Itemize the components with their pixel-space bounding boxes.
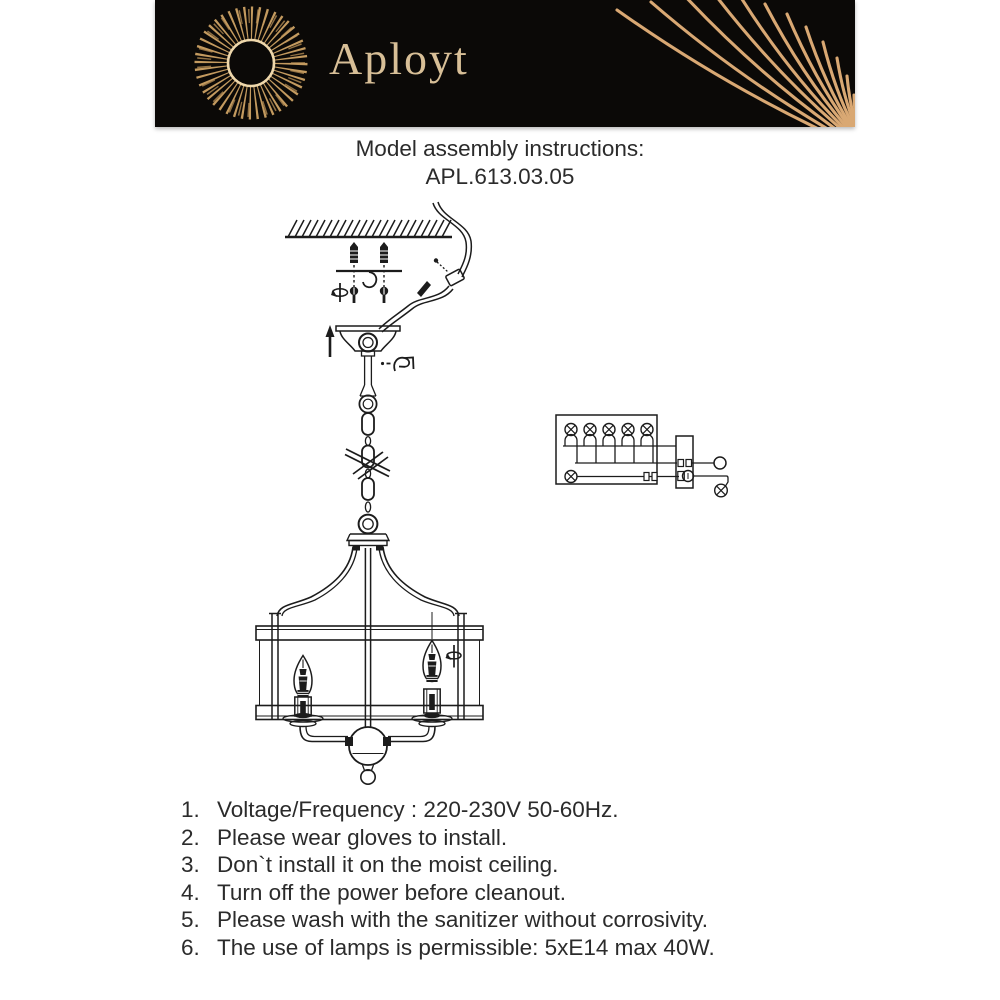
chain — [345, 413, 390, 512]
model-number: APL.613.03.05 — [425, 164, 575, 189]
instruction-number: 1. — [181, 797, 200, 822]
instruction-text: Turn off the power before cleanout. — [217, 879, 566, 905]
lamp-symbols — [565, 424, 653, 436]
ceiling-hook-icon — [381, 358, 414, 372]
wire-connection — [379, 202, 471, 332]
instruction-number: 5. — [181, 907, 200, 933]
page-title: Model assembly instructions: — [355, 136, 645, 161]
instruction-number: 6. — [181, 934, 200, 960]
instruction-item — [181, 879, 715, 907]
up-arrow-icon — [326, 325, 335, 357]
instruction-number: 4. — [181, 879, 200, 905]
center-sphere — [349, 727, 387, 765]
candle-bulb-left — [283, 656, 323, 727]
screwdriver-tip-icon — [417, 281, 431, 297]
instruction-text: Please wash with the sanitizer without corrosivity. — [217, 907, 709, 933]
instructions-list — [181, 796, 715, 962]
instruction-text: Voltage/Frequency : 220-230V 50-60Hz. — [217, 797, 619, 822]
pliers-icon — [345, 449, 390, 479]
switch-circle — [714, 457, 726, 469]
bottom-body — [300, 726, 435, 784]
central-rod — [365, 548, 370, 728]
instruction-text: Please wear gloves to install. — [217, 824, 508, 850]
instruction-number: 2. — [181, 824, 200, 850]
wall-anchor-icon — [380, 242, 388, 263]
wire-connector-icon — [445, 269, 464, 286]
instruction-item — [181, 851, 715, 879]
instruction-text: Don`t install it on the moist ceiling. — [217, 852, 559, 878]
instruction-item — [181, 934, 715, 962]
instruction-text: The use of lamps is permissible: 5xE14 max 40W. — [217, 934, 715, 960]
instruction-item — [181, 796, 715, 824]
chandelier-frame — [256, 547, 483, 728]
ceiling-hatch — [285, 220, 452, 237]
finial-ball — [361, 770, 375, 784]
instruction-item — [181, 824, 715, 852]
wall-anchor-icon — [350, 242, 358, 263]
mounting-screw-icon — [350, 287, 358, 303]
canopy — [326, 325, 414, 413]
chandelier-crown — [347, 515, 389, 551]
mounting-screw-icon — [380, 287, 388, 303]
mounting-hardware — [331, 242, 402, 303]
wiring-diagram — [556, 415, 728, 497]
screw-rotation-icon — [331, 283, 348, 302]
bracket-hook-icon — [363, 272, 376, 287]
instruction-number: 3. — [181, 852, 200, 878]
instruction-item — [181, 906, 715, 934]
brand-name: Aployt — [329, 33, 469, 84]
